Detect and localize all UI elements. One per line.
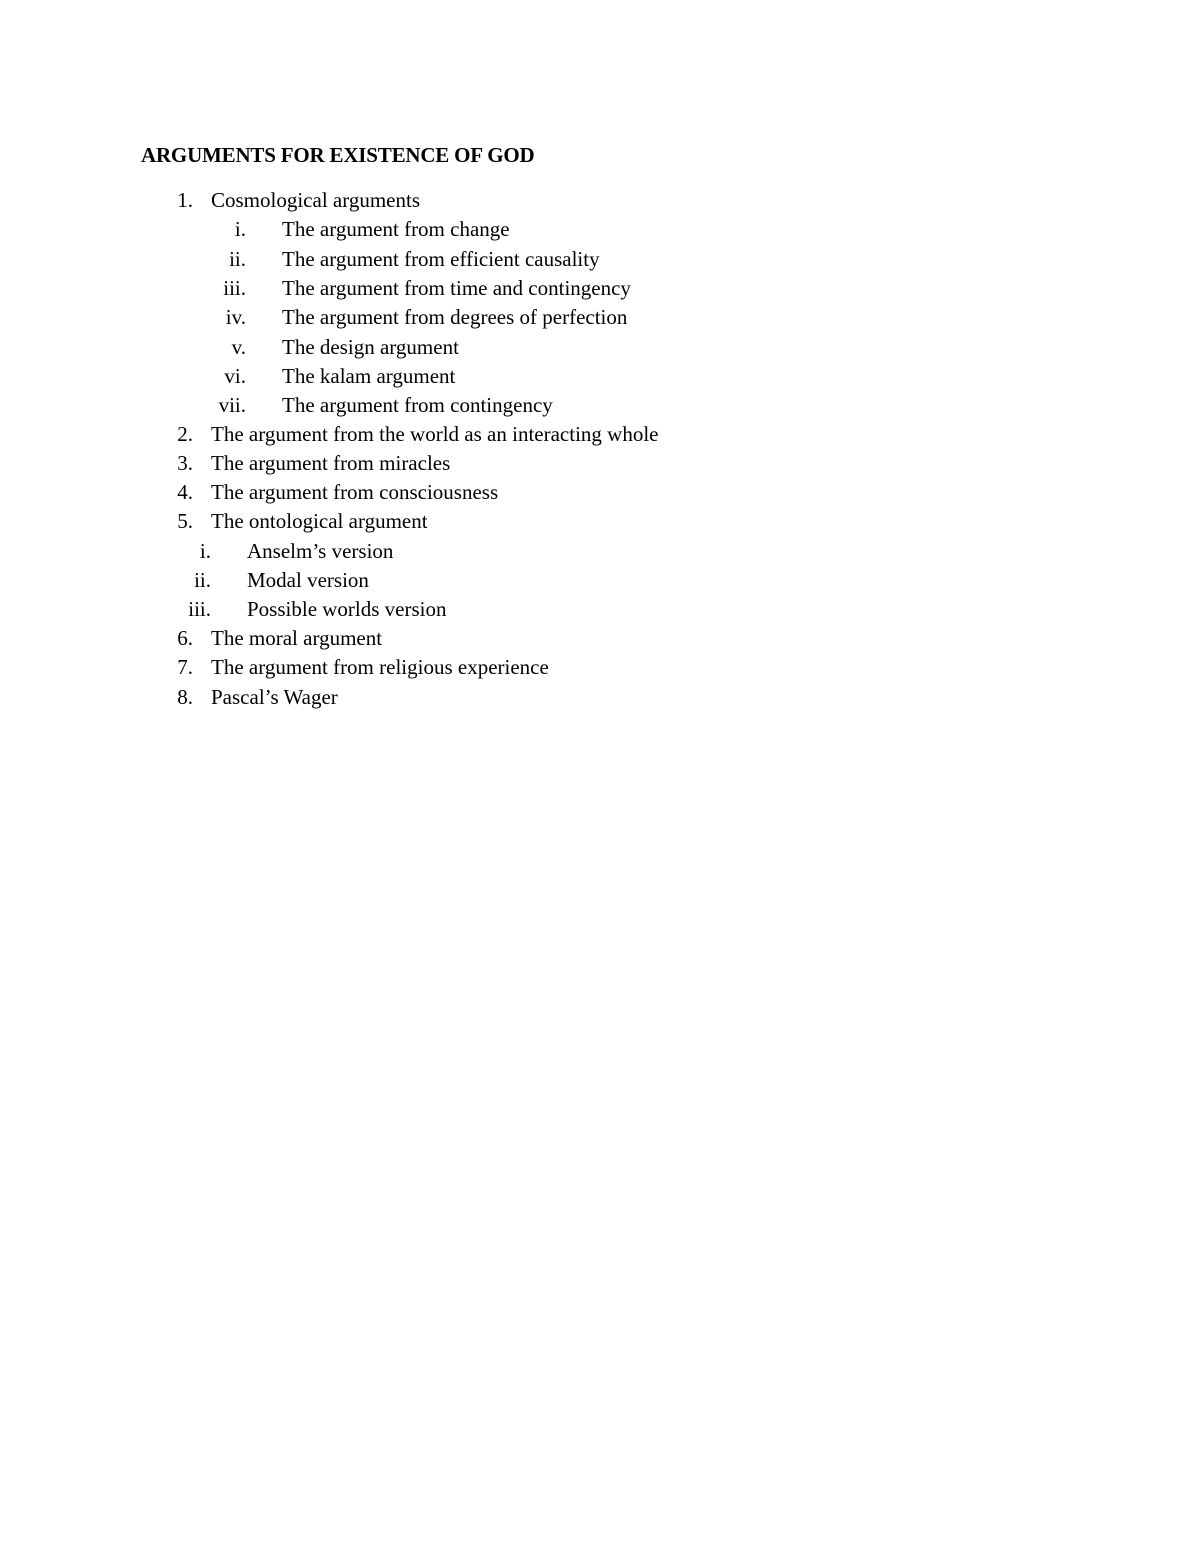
sub-list-item-number: iv. — [225, 305, 246, 329]
sub-list-item-text: Modal version — [247, 568, 369, 592]
sub-list-item-text: The argument from contingency — [282, 393, 553, 417]
list-item-text: The moral argument — [211, 626, 383, 650]
sub-list-item-number: iii. — [223, 276, 246, 300]
sub-list-item-text: The argument from degrees of perfection — [282, 305, 628, 329]
sub-list-item-text: The kalam argument — [282, 364, 456, 388]
sub-list-item-text: The design argument — [282, 335, 459, 359]
list-item-number: 6. — [177, 626, 193, 650]
sub-list-item-text: Possible worlds version — [247, 597, 447, 621]
list-item-text: The argument from religious experience — [211, 655, 549, 679]
sub-list-item-number: v. — [231, 335, 246, 359]
list-item-number: 7. — [177, 655, 193, 679]
list-item-text: Cosmological arguments — [211, 188, 421, 212]
list-item-text: Pascal’s Wager — [211, 685, 338, 709]
list-item-number: 8. — [177, 685, 193, 709]
list-item-text: The argument from consciousness — [211, 480, 499, 504]
list-item-number: 3. — [177, 451, 193, 475]
list-item-number: 1. — [177, 188, 193, 212]
list-item-text: The argument from the world as an interacting whole — [211, 422, 659, 446]
list-item-text: The argument from miracles — [211, 451, 451, 475]
sub-list-item-number: vi. — [224, 364, 246, 388]
list-item-number: 2. — [177, 422, 193, 446]
list-item-number: 5. — [177, 509, 193, 533]
sub-list-item-number: ii. — [229, 247, 246, 271]
sub-list-item-number: ii. — [194, 568, 211, 592]
sub-list-item-number: i. — [234, 217, 246, 241]
sub-list-item-text: Anselm’s version — [247, 539, 394, 563]
list-item-number: 4. — [177, 480, 193, 504]
sub-list-item-text: The argument from time and contingency — [282, 276, 631, 300]
sub-list-item-number: vii. — [218, 393, 246, 417]
list-item-text: The ontological argument — [211, 509, 428, 533]
sub-list-item-number: i. — [199, 539, 211, 563]
document-title: ARGUMENTS FOR EXISTENCE OF GOD — [141, 143, 535, 167]
sub-list-item-text: The argument from change — [282, 217, 510, 241]
sub-list-item-number: iii. — [188, 597, 211, 621]
sub-list-item-text: The argument from efficient causality — [282, 247, 600, 271]
